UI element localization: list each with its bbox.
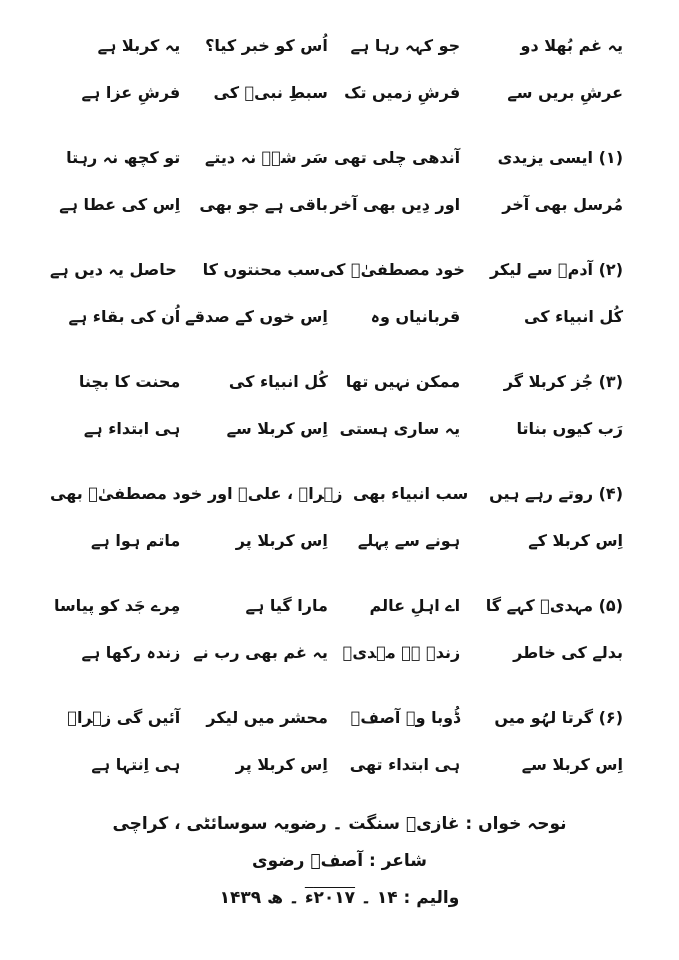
verse-line [50,358,623,405]
verse-line [50,246,623,293]
verse-phrase: ہی اِنتہا ہے [91,754,181,774]
verse-phrase: ہی ابتداء تھی [349,754,461,774]
verse-phrase: آئیں گی زہراؑ [67,707,181,727]
reciter-line: نوحہ خواں : غازیؔ سنگت ۔ رضویہ سوسائٹی ، کراچی [112,814,567,834]
verse-phrase: سب انبیاء بھی [352,483,469,503]
verse-phrase: یہ کربلا ہے [97,35,181,55]
stanza-6 [50,694,623,788]
verse-phrase: اِس خوں کے صدقے [185,306,328,326]
verse-phrase: اِس کی عطا ہے [59,194,181,214]
verse-line [50,293,623,340]
verse-phrase: (۵) مہدیؑ کہے گا [485,595,623,615]
verse-phrase: اِس کربلا پر [235,754,328,774]
volume-year: ۲۰۱۷ء [304,888,356,908]
verse-phrase: مِرے جَد کو پیاسا [53,595,181,615]
stanza-1 [50,134,623,228]
stanza-4 [50,470,623,564]
verse-phrase: اے اہلِ عالم [369,595,461,615]
verse-phrase: مارا گیا ہے [245,595,328,615]
verse-line [50,582,623,629]
verse-phrase: اُس کو خبر کیا؟ [205,35,328,55]
verse-phrase: یہ ساری ہستی [339,418,461,438]
verse-phrase: خود مصطفیٰؐ کی [319,259,465,279]
verse-phrase: عرشِ بریں سے [507,82,623,102]
verse-phrase: رَب کیوں بناتا [516,418,623,438]
poet-line: شاعر : آصفؔ رضوی [252,851,427,871]
volume-suffix: ۔ ھ ۱۴۳۹ [219,888,305,908]
verse-line [50,134,623,181]
verse-phrase: (۶) گرتا لہُو میں [494,707,623,727]
verse-phrase: خود مصطفیٰؐ بھی [50,483,203,503]
stanza-5 [50,582,623,676]
verse-line [50,405,623,452]
verse-phrase: فرشِ زمیں تک [344,82,461,102]
verse-phrase: سب محنتوں کا [202,259,320,279]
verse-phrase: سَر شہؑ نہ دیتے [205,147,328,167]
verse-phrase: اُن کی بقاء ہے [68,306,181,326]
verse-phrase: اِس کربلا سے [521,754,623,774]
verse-phrase: زندہ ہے مہدیؑ [342,642,461,662]
footer [0,806,679,917]
verse-phrase: ہی ابتداء ہے [83,418,181,438]
poem-body [0,22,679,788]
verse-phrase: محنت کا بچنا [78,371,181,391]
verse-phrase: (۴) روتے رہے ہیں [489,483,623,503]
verse-phrase: اور دِیں بھی آخر [330,194,461,214]
verse-phrase: زہراؑ ، علیؑ اور [207,483,343,503]
verse-phrase: کُل انبیاء کی [524,306,623,326]
verse-phrase: بدلے کی خاطر [513,642,623,662]
verse-line [50,694,623,741]
verse-phrase: ماتم ہوا ہے [91,530,181,550]
verse-phrase: تو کچھ نہ رہتا [66,147,181,167]
verse-line [50,181,623,228]
stanza-2 [50,246,623,340]
verse-phrase: ہونے سے پہلے [357,530,461,550]
verse-line [50,517,623,564]
verse-phrase: فرشِ عزا ہے [81,82,181,102]
verse-phrase: آندھی چلی تھی [334,147,461,167]
verse-phrase: (۱) ایسی یزیدی [497,147,623,167]
verse-phrase: جو کہہ رہا ہے [350,35,461,55]
verse-phrase: ڈُوبا وہ آصفؔ [350,707,461,727]
verse-phrase: زندہ رکھا ہے [81,642,181,662]
verse-phrase: مُرسل بھی آخر [502,194,623,214]
verse-line [50,629,623,676]
verse-phrase: سبطِ نبیؐ کی [213,82,328,102]
verse-phrase: اِس کربلا کے [528,530,623,550]
verse-phrase: حاصل یہ دیں ہے [50,259,177,279]
verse-phrase: ممکن نہیں تھا [345,371,461,391]
verse-phrase: کُل انبیاء کی [228,371,328,391]
stanza-3 [50,358,623,452]
volume-line [0,880,679,917]
verse-phrase: اِس کربلا پر [235,530,328,550]
stanza-opening [50,22,623,116]
verse-phrase: باقی ہے جو بھی [199,194,328,214]
verse-phrase: (۲) آدمؑ سے لیکر [489,259,623,279]
verse-phrase: اِس کربلا سے [226,418,328,438]
verse-line [50,22,623,69]
verse-line [50,741,623,788]
verse-phrase: یہ غم بھی رب نے [193,642,328,662]
verse-phrase: محشر میں لیکر [206,707,328,727]
verse-phrase: قربانیاں وہ [370,306,461,326]
verse-phrase: یہ غم بُھلا دو [520,35,623,55]
verse-phrase: (۳) جُز کربلا گر [503,371,623,391]
verse-line [50,470,623,517]
verse-line [50,69,623,116]
volume-prefix: والیم : ۱۴ ۔ [355,888,460,908]
